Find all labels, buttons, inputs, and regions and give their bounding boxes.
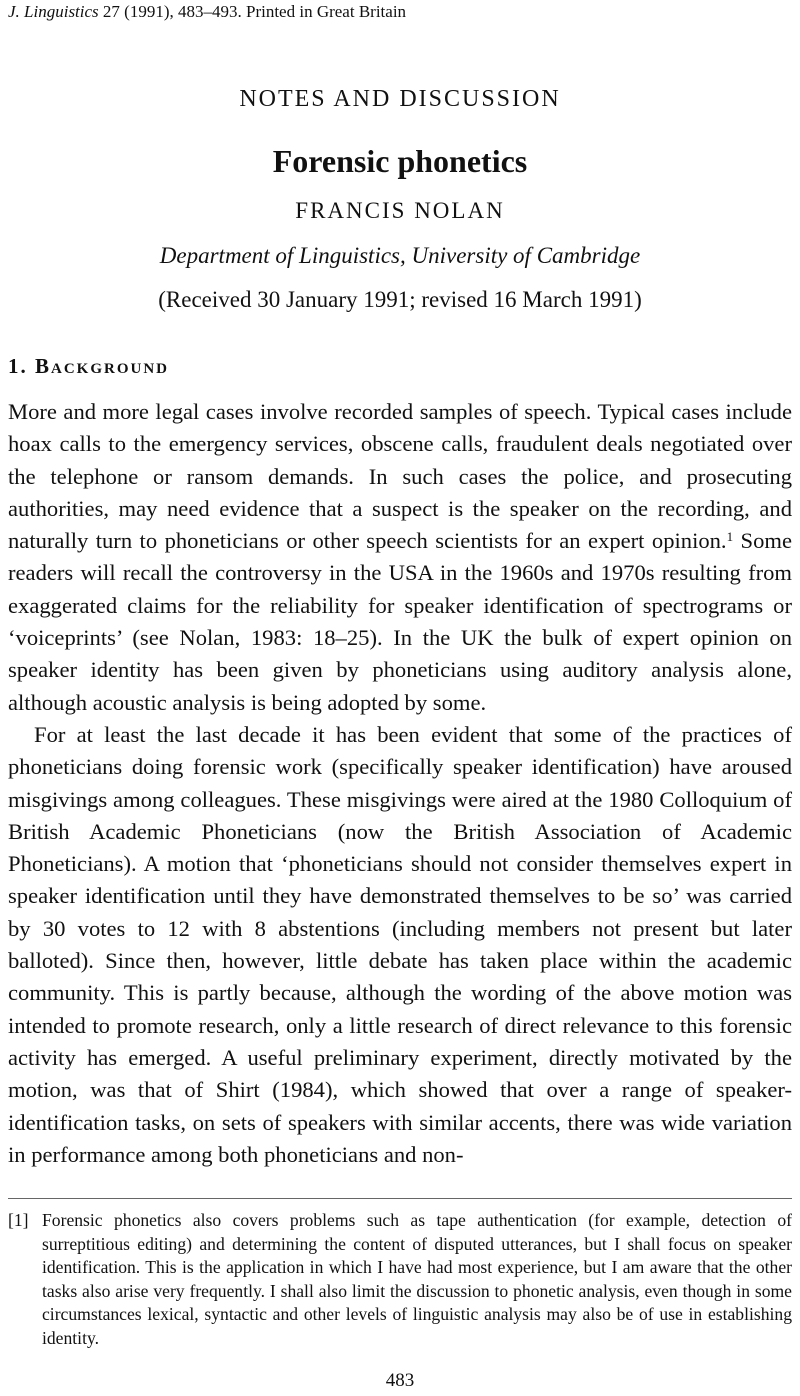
footnote-number: [1] [8, 1210, 29, 1230]
paragraph-1-text-a: More and more legal cases involve recorded samples of speech. Typical cases include hoax calls to the emergency services, obscene calls, fraudulent deals negotiated over the telephone or ransom demands. In such cases the police, and prosecuting authorities, may need evidence that a suspect is the speaker on the recording, and naturally turn to phoneticians or other speech scientists for an expert opinion. [8, 399, 792, 554]
article-title: Forensic phonetics [272, 143, 528, 179]
page-number: 483 [385, 1370, 415, 1391]
running-header [8, 2, 406, 22]
footnote-divider [8, 1198, 792, 1199]
footnote-text: Forensic phonetics also covers problems such as tape authentication (for example, detection of surreptitious editing) and determining the content of disputed utterances, but I shall focus on speaker identification. This is the application in which I have had most experience, but I am aware that the other tasks also arise very frequently. I shall also limit the discussion to phonetic analysis, even though in some circumstances lexical, syntactic and other levels of linguistic analysis may also be of use in establishing identity. [42, 1210, 792, 1348]
paragraph-1 [8, 396, 792, 719]
journal-citation: 27 (1991), 483–493. Printed in Great Britain [102, 2, 407, 21]
section-label: NOTES AND DISCUSSION [239, 86, 561, 112]
paragraph-1-text-b: Some readers will recall the controversy in the USA in the 1960s and 1970s resulting from exaggerated claims for the reliability for speaker identification of spectrograms or ‘voiceprints’ (see Nolan, 1983: 18–25). In the UK the bulk of expert opinion on speaker identity has been given by phoneticians using auditory analysis alone, although acoustic analysis is being adopted by some. [8, 528, 792, 715]
author-affiliation: Department of Linguistics, University of Cambridge [159, 243, 641, 268]
journal-name: J. Linguistics [8, 2, 99, 21]
section-title: Background [35, 354, 170, 378]
body-text [8, 396, 792, 1171]
section-heading [8, 354, 169, 379]
footnote [8, 1209, 792, 1350]
paragraph-2: For at least the last decade it has been evident that some of the practices of phoneticians doing forensic work (specifically speaker identification) have aroused misgivings among colleagues. These misgivings were aired at the 1980 Colloquium of British Academic Phoneticians (now the British Association of Academic Phoneticians). A motion that ‘phoneticians should not consider themselves expert in speaker identification until they have demonstrated themselves to be so’ was carried by 30 votes to 12 with 8 abstentions (including members not present but later balloted). Since then, however, little debate has taken place within the academic community. This is partly because, although the wording of the above motion was intended to promote research, only a little research of direct relevance to this forensic activity has emerged. A useful preliminary experiment, directly motivated by the motion, was that of Shirt (1984), which showed that over a range of speaker-identification tasks, on sets of speakers with similar accents, there was wide variation in performance among both phoneticians and non- [8, 721, 792, 1167]
author-name: FRANCIS NOLAN [295, 198, 505, 223]
received-dates: (Received 30 January 1991; revised 16 March 1991) [158, 287, 642, 312]
footnote-reference[interactable]: 1 [726, 529, 734, 545]
section-number: 1. [8, 354, 28, 378]
